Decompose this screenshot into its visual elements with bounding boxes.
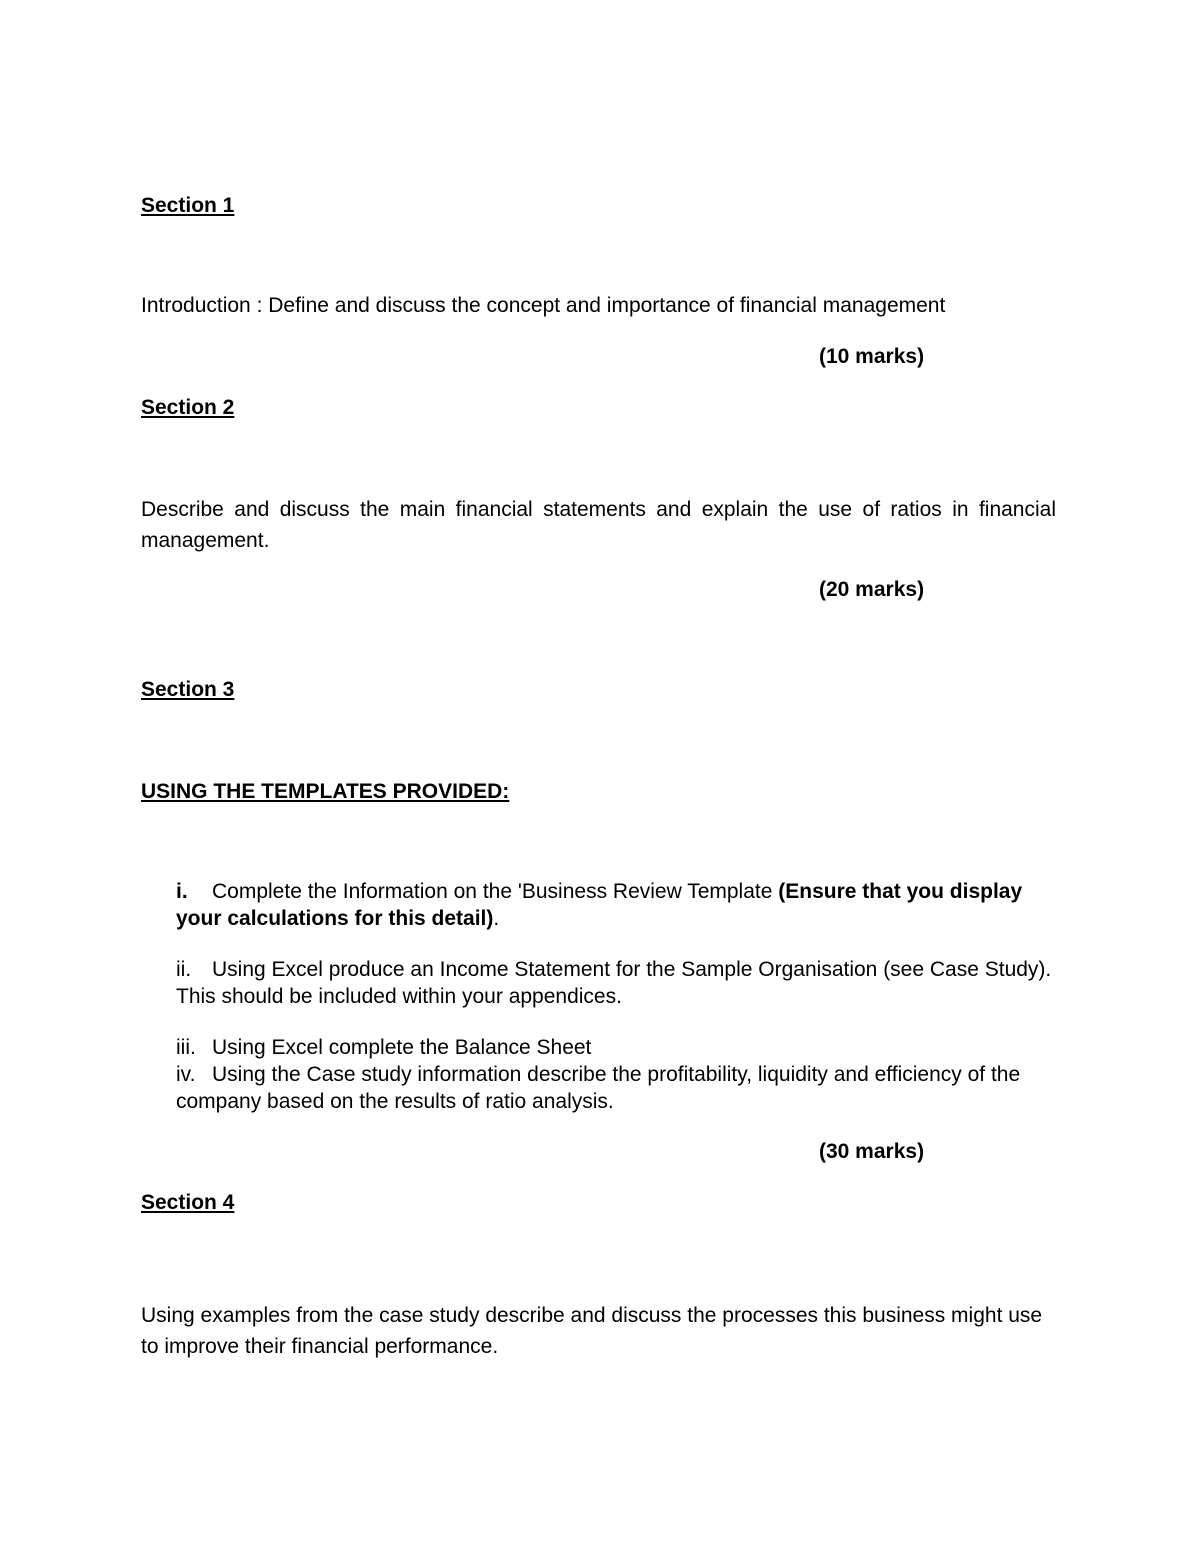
section-1-intro: Introduction : Define and discuss the concept and importance of financial management xyxy=(141,294,946,317)
list-item-number: iii. xyxy=(176,1036,196,1059)
list-item-number: i. xyxy=(176,880,188,903)
list-item-number: ii. xyxy=(176,958,192,981)
section-4-text: Using examples from the case study describe and discuss the processes this business might use to improve their financial performance. xyxy=(141,1304,1043,1358)
list-item-iii xyxy=(176,1034,1056,1061)
list-item-text: Complete the Information on the 'Business Review Template xyxy=(212,880,779,903)
section-1-marks: (10 marks) xyxy=(819,345,925,368)
list-item-text: Using the Case study information describe the profitability, liquidity and efficiency of the company based on the results of ratio analysis. xyxy=(176,1063,1021,1113)
list-item-tail: . xyxy=(493,907,500,930)
list-item-text: Using Excel complete the Balance Sheet xyxy=(212,1036,592,1059)
list-item-ii xyxy=(176,956,1056,1010)
list-item-number: iv. xyxy=(176,1063,196,1086)
list-item-i xyxy=(176,878,1056,932)
section-1-heading: Section 1 xyxy=(141,194,235,217)
list-item-iv xyxy=(176,1061,1056,1115)
section-3-marks: (30 marks) xyxy=(819,1140,925,1163)
section-3-subheading: USING THE TEMPLATES PROVIDED: xyxy=(141,780,510,803)
section-4-heading: Section 4 xyxy=(141,1191,235,1214)
section-3-heading: Section 3 xyxy=(141,678,235,701)
section-2-text: Describe and discuss the main financial statements and explain the use of ratios in financial management. xyxy=(141,498,1056,552)
list-item-text: Using Excel produce an Income Statement for the Sample Organisation (see Case Study). This should be included within your appendices. xyxy=(176,958,1052,1008)
list-item-bold-text: (Ensure that you display your calculations for this detail) xyxy=(176,880,1023,930)
section-2-heading: Section 2 xyxy=(141,396,235,419)
section-2-marks: (20 marks) xyxy=(819,578,925,601)
